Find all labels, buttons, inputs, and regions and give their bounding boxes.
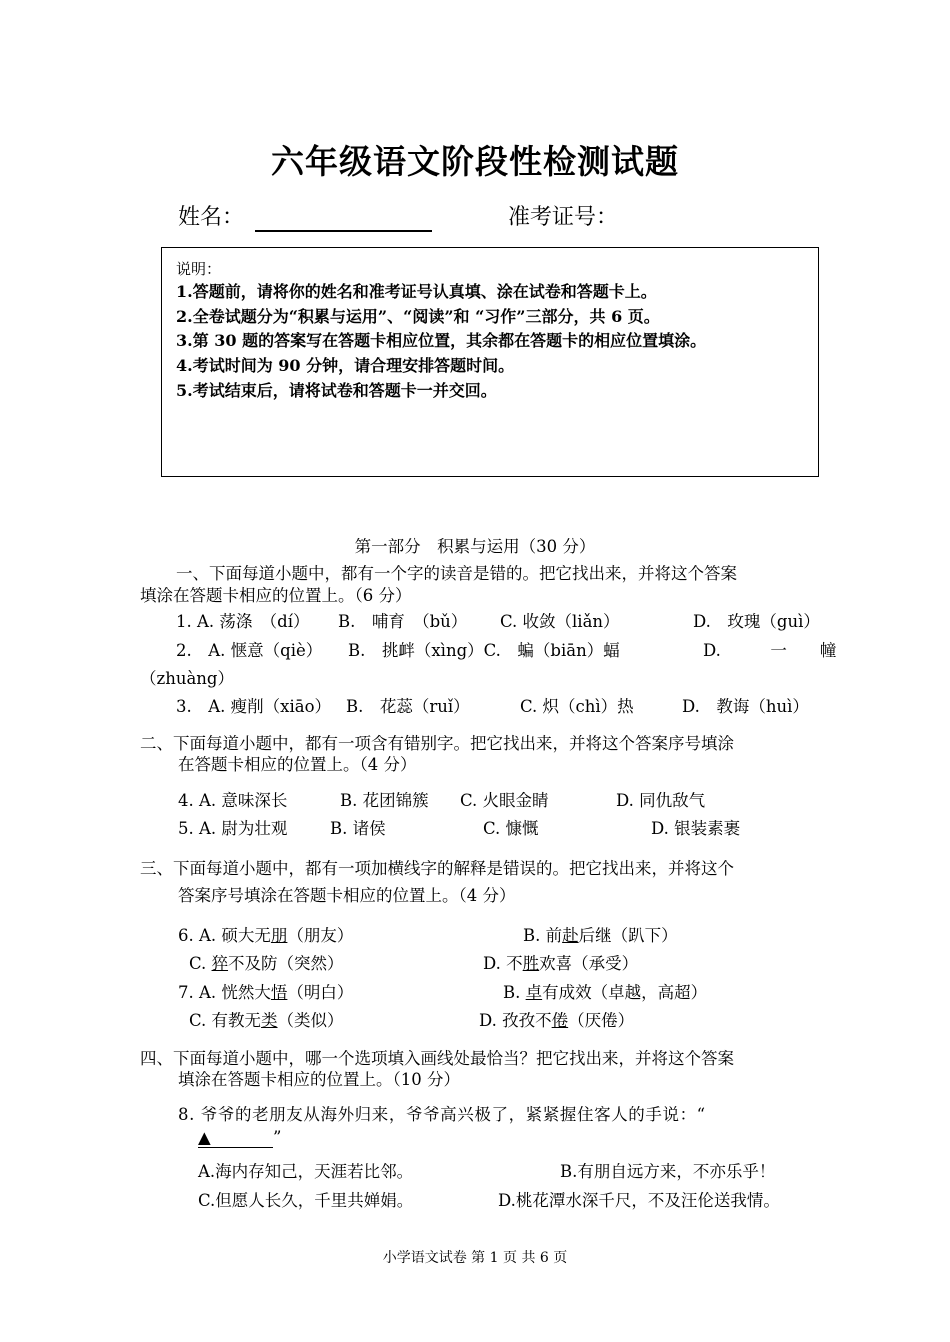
triangle-icon: ▲: [198, 1128, 273, 1148]
q7-option-d: D. 孜孜不倦（厌倦）: [479, 1011, 635, 1030]
instruction-item: 5.考试结束后，请将试卷和答题卡一并交回。: [176, 381, 497, 400]
instruction-item: 4.考试时间为 90 分钟，请合理安排答题时间。: [176, 356, 515, 375]
name-field[interactable]: [255, 205, 432, 232]
q4-option-d: D. 同仇敌气: [616, 791, 706, 810]
sec3-instruction-cont: 答案序号填涂在答题卡相应的位置上。（4 分）: [178, 886, 516, 905]
name-label: 姓名：: [178, 205, 245, 230]
q4-option-a: 4. A. 意味深长: [178, 791, 288, 810]
sec4-instruction-cont: 填涂在答题卡相应的位置上。（10 分）: [178, 1070, 460, 1089]
q2-option-a: 2. A. 惬意（qiè）: [176, 641, 323, 660]
sec2-instruction-cont: 在答题卡相应的位置上。（4 分）: [178, 755, 417, 774]
q8-option-a: A.海内存知己，天涯若比邻。: [198, 1162, 414, 1181]
q3-option-d: D. 教诲（huì）: [682, 697, 809, 716]
q4-option-b: B. 花团锦簇: [340, 791, 429, 810]
q3-option-b: B. 花蕊（ruǐ）: [346, 697, 470, 716]
q7-option-c: C. 有教无类（类似）: [189, 1011, 344, 1030]
instruction-item: 1.答题前，请将你的姓名和准考证号认真填、涂在试卷和答题卡上。: [176, 282, 657, 301]
q2-option-bc: B. 挑衅（xìng）C. 蝙（biān）蝠: [348, 641, 620, 660]
sec4-instruction: 四、下面每道小题中，哪一个选项填入画线处最恰当？把它找出来，并将这个答案: [140, 1049, 734, 1068]
q5-option-b: B. 诸侯: [330, 819, 386, 838]
q1-option-d: D. 玫瑰（guì）: [693, 612, 820, 631]
q7-option-b: B. 卓有成效（卓越，高超）: [503, 983, 708, 1002]
q1-option-a: 1. A. 荡涤 （dí）: [176, 612, 310, 631]
q8-option-b: B.有朋自远方来，不亦乐乎！: [560, 1162, 776, 1181]
instruction-item: 3.第 30 题的答案写在答题卡相应位置，其余都在答题卡的相应位置填涂。: [176, 331, 707, 350]
page-footer: 小学语文试卷 第 1 页 共 6 页: [382, 1250, 568, 1266]
sec3-instruction: 三、下面每道小题中，都有一项加横线字的解释是错误的。把它找出来，并将这个: [140, 859, 734, 878]
q6-option-d: D. 不胜欢喜（承受）: [483, 954, 639, 973]
q6-option-c: C. 猝不及防（突然）: [189, 954, 344, 973]
q1-option-c: C. 收敛（liǎn）: [500, 612, 620, 631]
q4-option-c: C. 火眼金睛: [460, 791, 549, 810]
page-title: 六年级语文阶段性检测试题: [271, 142, 679, 181]
q2-option-d: D. 一 幢: [703, 641, 837, 660]
instruction-item: 2.全卷试题分为“积累与运用”、“阅读”和 “习作”三部分，共 6 页。: [176, 307, 660, 326]
q8-option-d: D.桃花潭水深千尺，不及汪伦送我情。: [498, 1191, 780, 1210]
q6-option-b: B. 前赴后继（趴下）: [523, 926, 678, 945]
q6-option-a: 6. A. 硕大无朋（朋友）: [178, 926, 354, 945]
instructions-heading: 说明：: [176, 260, 222, 278]
sec1-instruction-cont: 填涂在答题卡相应的位置上。（6 分）: [140, 586, 412, 605]
q8-answer-blank: ▲ ”: [198, 1128, 282, 1147]
q8-stem: 8. 爷爷的老朋友从海外归来，爷爷高兴极了，紧紧握住客人的手说：“: [178, 1105, 706, 1124]
q3-option-c: C. 炽（chì）热: [520, 697, 634, 716]
q5-option-a: 5. A. 尉为壮观: [178, 819, 288, 838]
q2-option-d-cont: （zhuàng）: [140, 669, 234, 688]
q1-option-b: B. 哺育 （bǔ）: [338, 612, 468, 631]
q7-option-a: 7. A. 恍然大悟（明白）: [178, 983, 354, 1002]
q8-option-c: C.但愿人长久，千里共婵娟。: [198, 1191, 414, 1210]
q3-option-a: 3. A. 瘦削（xiāo）: [176, 697, 332, 716]
part1-heading: 第一部分 积累与运用（30 分）: [354, 537, 596, 556]
exam-id-label: 准考证号：: [508, 205, 619, 230]
sec2-instruction: 二、下面每道小题中，都有一项含有错别字。把它找出来，并将这个答案序号填涂: [140, 734, 734, 753]
q5-option-d: D. 银装素裹: [651, 819, 741, 838]
q5-option-c: C. 慷慨: [483, 819, 539, 838]
sec1-instruction: 一、下面每道小题中，都有一个字的读音是错的。把它找出来，并将这个答案: [176, 564, 737, 583]
